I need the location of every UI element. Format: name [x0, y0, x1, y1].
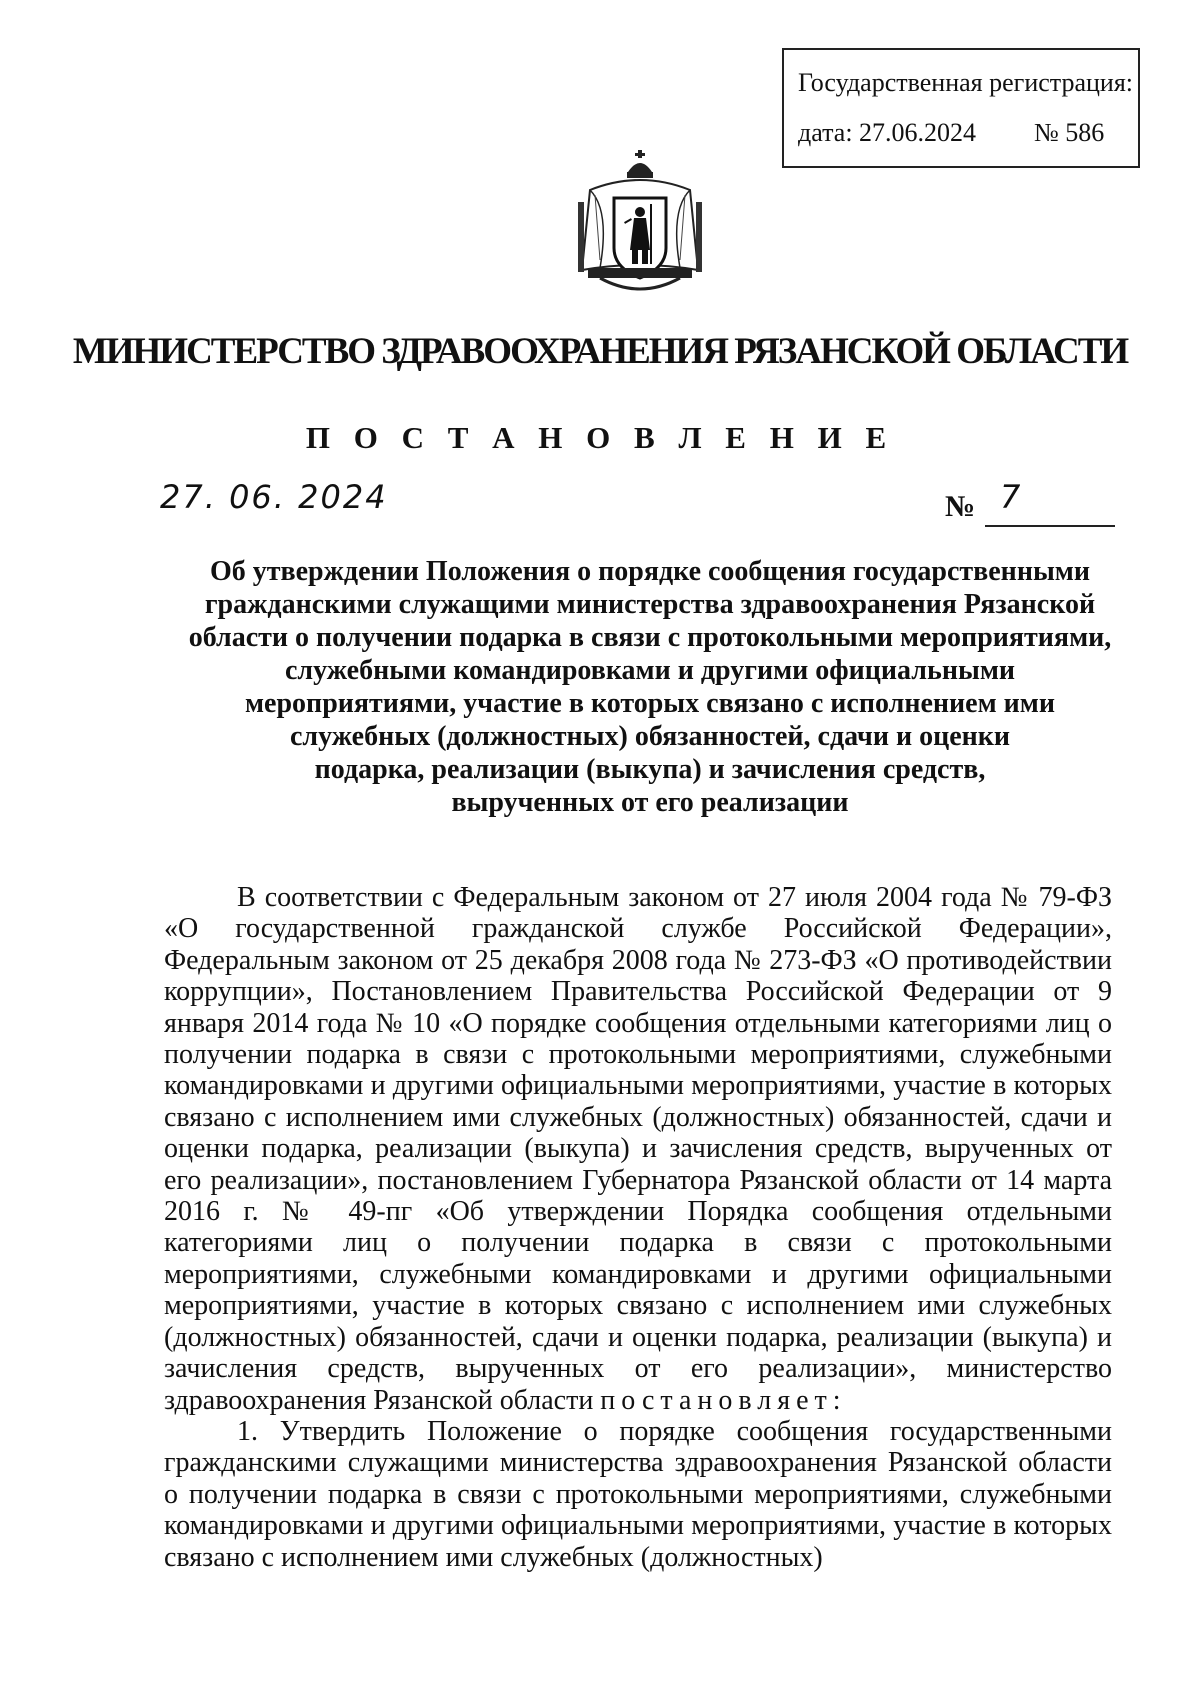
paragraph-preamble	[164, 882, 1112, 1416]
ministry-name: МИНИСТЕРСТВО ЗДРАВООХРАНЕНИЯ РЯЗАНСКОЙ ОБЛАСТИ	[72, 331, 1128, 372]
state-registration-box	[782, 48, 1140, 168]
title-line: гражданскими служащими министерства здравоохранения Рязанской	[204, 589, 1096, 620]
preamble-text: В соответствии с Федеральным законом от 27 июля 2004 года № 79-ФЗ «О государственной гражданской службе Российской Федерации», Федеральным законом от 25 декабря 2008 года № 273-ФЗ «О противодействии коррупции», Постановлением Правительства Российской Федерации от 9 января 2014 года № 10 «О порядке сообщения отдельными категориями лиц о получении подарка в связи с протокольными мероприятиями, служебными командировками и другими официальными мероприятиями, участие в которых связано с исполнением ими служебных (должностных) обязанностей, сдачи и оценки подарка, реализации (выкупа) и зачисления средств, вырученных от его реализации», постановлением Губернатора Рязанской области от 14 марта 2016 г. № 49-пг «Об утверждении Порядка сообщения отдельными категориями лиц о получении подарка в связи с протокольными мероприятиями, служебными командировками и другими официальными мероприятиями, участие в которых связано с исполнением ими служебных (должностных) обязанностей, сдачи и оценки подарка, реализации (выкупа) и зачисления средств, вырученных от его реализации», министерство здравоохранения Рязанской области	[164, 882, 1112, 1416]
title-line: Об утверждении Положения о порядке сообщения государственными	[209, 556, 1091, 587]
paragraph-item-1: 1. Утвердить Положение о порядке сообщения государственными гражданскими служащими министерства здравоохранения Рязанской области о получении подарка в связи с протокольными мероприятиями, служебными командировками и другими официальными мероприятиями, участие в которых связано с исполнением ими служебных (должностных)	[164, 1415, 1112, 1573]
document-title	[165, 555, 1135, 819]
document-type: П О С Т А Н О В Л Е Н И Е	[305, 420, 895, 455]
registration-date: дата: 27.06.2024	[798, 118, 977, 147]
title-line: служебных (должностных) обязанностей, сдачи и оценки	[289, 721, 1011, 752]
number-label: №	[945, 490, 976, 523]
title-line: служебными командировками и другими официальными	[284, 655, 1016, 686]
coat-of-arms-emblem	[570, 150, 710, 300]
registration-title: Государственная регистрация:	[798, 68, 1134, 97]
handwritten-number: 7	[1000, 478, 1021, 516]
title-line: вырученных от его реализации	[451, 787, 849, 818]
registration-number: № 586	[1034, 118, 1105, 147]
document-body	[164, 882, 1112, 1573]
number-underline	[985, 525, 1115, 527]
title-line: подарка, реализации (выкупа) и зачисления средств,	[314, 754, 986, 785]
handwritten-date: 27. 06. 2024	[160, 478, 388, 516]
resolves-word: постановляет:	[600, 1384, 847, 1416]
title-line: мероприятиями, участие в которых связано с исполнением ими	[244, 688, 1055, 719]
title-line: области о получении подарка в связи с протокольными мероприятиями,	[188, 622, 1112, 653]
